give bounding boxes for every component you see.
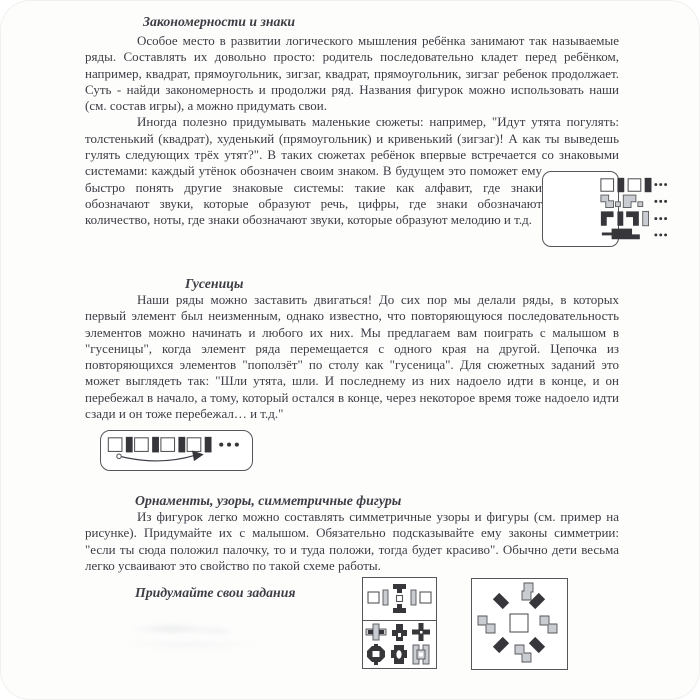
figure-caterpillar	[100, 430, 253, 471]
paragraph-caterpillars: Наши ряды можно заставить двигаться! До сих пор мы делали ряды, в которых первый элемент был неизменным, однако известно, что повторяющуюся последовательность элементов можно начинать и любого их них. Мы предлагаем вам поиграть с малышом в "гусеницы", когда элемент ряда перемещается с одного края на другой. Цепочка из повторяющихся элементов "поползёт" по столу как "гусеница". Для сюжетных заданий это может выглядеть так: "Шли утята, шли. И последнему из них надоело идти в конце, и он перебежал в начало, а тому, который остался в конце, через некоторое время тоже надоело идти сзади и он тоже перебежал… и т.д."	[85, 292, 619, 422]
dark-plus-icon	[392, 624, 407, 641]
paragraph-ornaments: Из фигурок легко можно составлять симметричные узоры и фигуры (см. пример на рисунке). Придумайте их с малышом. Обязательно подсказывайте ему законы симметрии: "если ты сюда положил палочку, то и туда положи, тогда будет красиво". Обычно дети весьма легко усваивают это свойство по такой схеме работы.	[85, 509, 619, 573]
slotted-cross-icon	[391, 645, 407, 664]
heading-make-your-own-tasks: Придумайте свои задания	[135, 585, 296, 600]
scan-smudge	[120, 640, 260, 649]
ellipsis-dots-icon	[654, 218, 667, 221]
sign-rows-illustration	[597, 174, 669, 244]
caterpillar-row-icons	[108, 437, 211, 453]
row-stair-icon	[602, 229, 667, 240]
ellipsis-dots-icon	[219, 443, 239, 447]
heading-caterpillars: Гусеницы	[185, 276, 244, 291]
ellipsis-dots-icon	[654, 184, 667, 187]
heading-ornaments: Орнаменты, узоры, симметричные фигуры	[135, 493, 402, 508]
bar-icon	[411, 590, 416, 605]
thin-cross-icon	[412, 623, 430, 641]
ellipsis-dots-icon	[654, 234, 667, 237]
square-icon	[420, 592, 431, 603]
scan-smudge	[196, 627, 236, 635]
figure-symmetry-row	[362, 577, 437, 621]
scan-smudge	[128, 624, 216, 634]
radial-symmetry-illustration	[472, 579, 566, 668]
heading-patterns: Закономерности и знаки	[143, 14, 296, 29]
paragraph-patterns-intro: Особое место в развитии логического мышления ребёнка занимают так называемые ряды. Составлять их довольно просто: родитель последовательно кладет перед ребёнком, например, квадрат, прямоугольник, зигзаг, квадрат, прямоугольник, зигзаг ребенок продолжает. Суть - найди закономерность и продолжи ряд. Названия фигурок можно использовать наши (см. состав игры), а можно придумать свои.	[85, 33, 619, 114]
square-icon	[368, 592, 379, 603]
center-square-icon	[397, 596, 403, 602]
cross-patterns-illustration	[363, 621, 435, 667]
paragraph-sign-stories	[85, 114, 619, 228]
paragraph-sign-stories-text: Иногда полезно придумывать маленькие сюжеты: например, "Идут утята погулять: толстенький (квадрат), худенький (прямоугольник) и кривенький (зигзаг)! А как ты выведешь гулять следующих трёх утят?". В таких сюжетах ребёнок впервые встречается со знаковыми системами: каждый утёнок обозначен своим знаком. В будущем это поможет ему быстро понять другие знаковые системы: такие как алфавит, где знаки обозначают звуки, которые образуют речь, цифры, где знаки обозначают количество, ноты, где знаки обозначают звуки, которые образуют мелодию и т.д.	[85, 114, 619, 228]
figure-radial-symmetry	[471, 578, 568, 670]
ring-icon	[367, 644, 385, 665]
figure-cross-patterns	[362, 620, 437, 669]
figure-sign-rows-box	[542, 171, 619, 247]
h-shape-icon	[413, 645, 429, 664]
row-square-bar-icons	[601, 178, 667, 192]
caterpillar-illustration	[101, 431, 250, 468]
t-shape-icon	[393, 584, 406, 593]
center-square-icon	[510, 614, 528, 632]
row-lshape-icons	[601, 212, 667, 226]
bar-icon	[383, 590, 388, 605]
t-shape-icon	[393, 604, 406, 613]
row-zigzag-icons	[601, 196, 667, 208]
gray-cross-icon	[366, 624, 386, 640]
symmetry-row-illustration	[363, 578, 435, 619]
ellipsis-dots-icon	[654, 200, 667, 203]
section-patterns	[85, 14, 619, 247]
